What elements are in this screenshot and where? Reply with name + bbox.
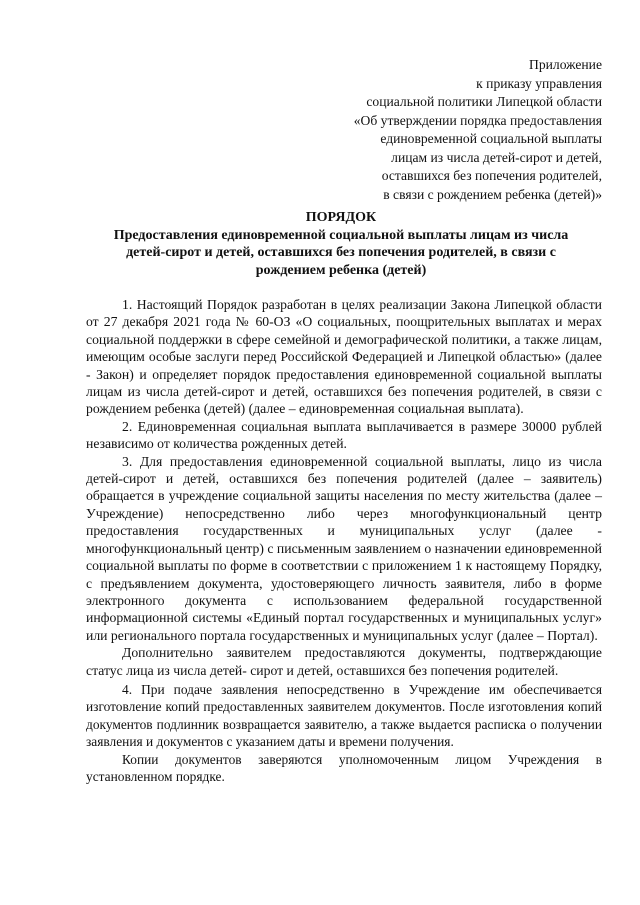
appendix-line: к приказу управления: [476, 75, 602, 91]
appendix-line: оставшихся без попечения родителей,: [381, 168, 602, 183]
appendix-line: «Об утверждении порядка предоставления: [353, 112, 602, 128]
paragraph-1: 1. Настоящий Порядок разработан в целях реализации Закона Липецкой области от 27 декабря 2021 года № 60-ОЗ «О социальных, поощрительных выплатах и мерах социальной поддержки в сфере семейной и демографической политики, а также лицам, имеющим особые заслуги перед Российской Федерацией и Липецкой областью» (далее - Закон) и определяет порядок предоставления единовременной социальной выплаты лицам из числа детей-сирот и детей, оставшихся без попечения родителей, в связи с рождением ребенка (детей) (далее – единовременная социальная выплата).: [86, 297, 602, 417]
paragraph-3: 3. Для предоставления единовременной социальной выплаты, лицо из числа детей-сирот и детей, оставшихся без попечения родителей (далее – заявитель) обращается в учреждение социальной защиты населения по месту жительства (далее – Учреждение) непосредственно либо через многофункциональный центр предоставления государственных и муниципальных услуг (далее - многофункциональный центр) с письменным заявлением о назначении единовременной социальной выплаты по форме в соответствии с приложением 1 к настоящему Порядку, с предъявлением документа, удостоверяющего личность заявителя, либо в форме электронного документа с использованием федеральной государственной информационной системы «Единый портал государственных и муниципальных услуг» или регионального портала государственных и муниципальных услуг (далее – Портал).: [86, 453, 602, 643]
document-body: [86, 296, 602, 785]
appendix-line: единовременной социальной выплаты: [380, 131, 602, 146]
appendix-line: социальной политики Липецкой области: [366, 94, 602, 109]
appendix-line: лицам из числа детей-сирот и детей,: [391, 149, 602, 165]
document-subtitle-line: Предоставления единовременной социальной выплаты лицам из числа: [113, 227, 569, 243]
appendix-header: [354, 56, 602, 204]
document-heading: ПОРЯДОК: [305, 210, 377, 225]
paragraph-2: 2. Единовременная социальная выплата выплачивается в размере 30000 рублей независимо от количества рожденных детей.: [86, 418, 602, 452]
document-subtitle-line: детей-сирот и детей, оставшихся без попечения родителей, в связи с: [126, 245, 556, 260]
paragraph-4: 4. При подаче заявления непосредственно в Учреждение им обеспечивается изготовление копий предоставленных заявителем документов. После изготовления копий документов подлинник возвращается заявителю, а также выдается расписка о получении заявления и документов с указанием даты и времени получения.: [86, 681, 602, 750]
paragraph-3-additional: Дополнительно заявителем предоставляются документы, подтверждающие статус лица из числа детей- сирот и детей, оставшихся без попечения родителей.: [86, 645, 602, 678]
paragraph-4-copies: Копии документов заверяются уполномоченным лицом Учреждения в установленном порядке.: [86, 751, 602, 784]
appendix-line: Приложение: [529, 57, 602, 72]
document-title-block: [86, 209, 596, 279]
appendix-line: в связи с рождением ребенка (детей)»: [383, 186, 602, 202]
document-subtitle-line: рождением ребенка (детей): [255, 262, 427, 278]
